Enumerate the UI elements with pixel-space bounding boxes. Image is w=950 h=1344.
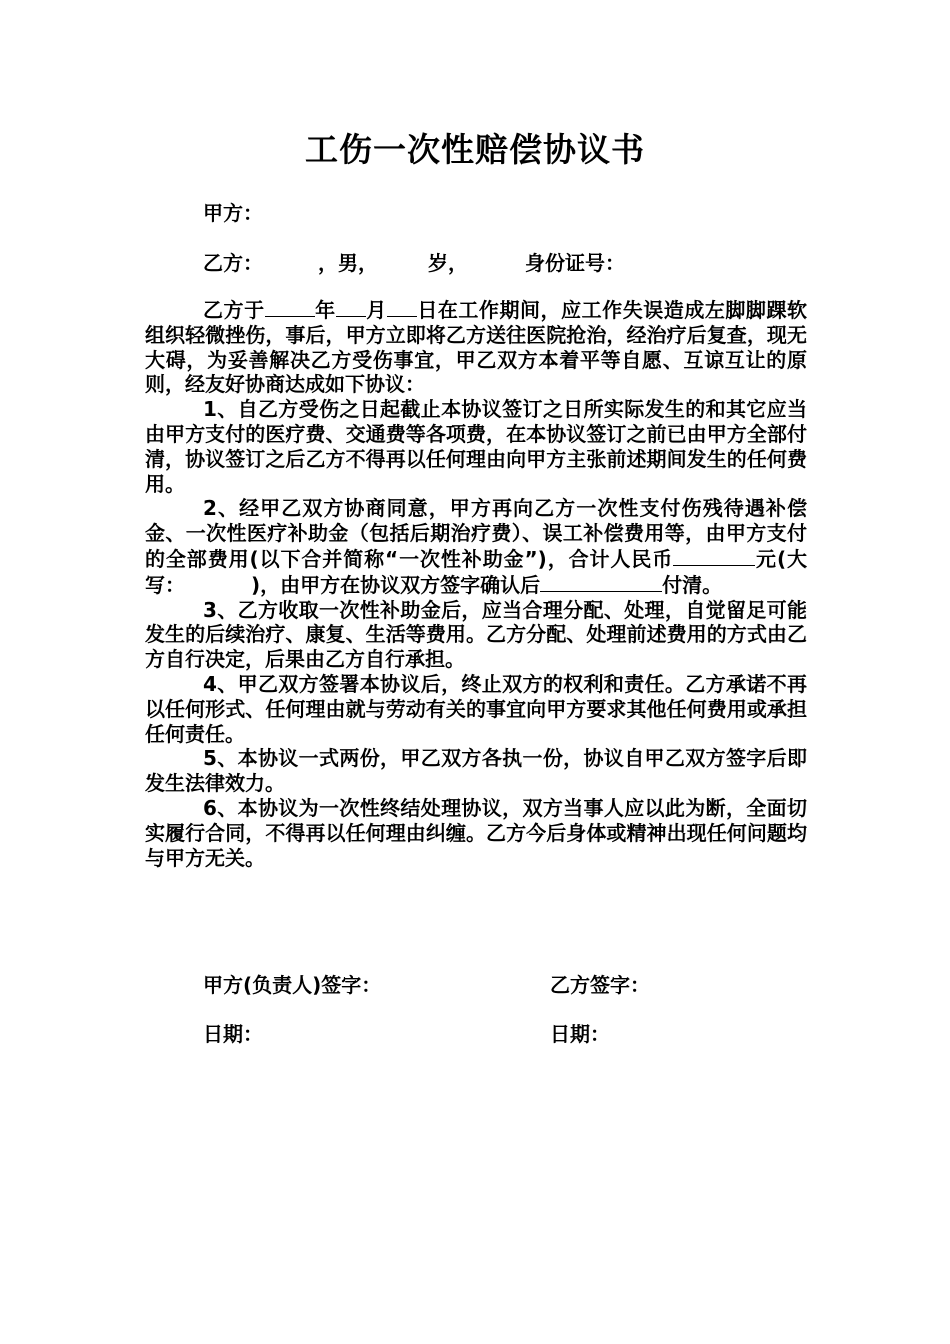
agreement-body [145, 297, 807, 870]
party-b-gender: ，男， [318, 251, 378, 275]
intro-month: 月 [365, 298, 387, 322]
party-a-label: 甲方： [203, 201, 263, 225]
party-b-date-label: 日期： [550, 1022, 610, 1046]
party-b-age: 岁， [428, 251, 468, 275]
year-blank [265, 297, 315, 317]
clause-6: 6、本协议为一次性终结处理协议，双方当事人应以此为断，全面切实履行合同，不得再以任何理由纠缠。乙方今后身体或精神出现任何问题均与甲方无关。 [145, 795, 807, 870]
intro-year: 年 [314, 298, 336, 322]
party-b-label: 乙方： [203, 251, 263, 275]
payment-blank [540, 572, 662, 592]
clause-4: 4、甲乙双方签署本协议后，终止双方的权利和责任。乙方承诺不再以任何形式、任何理由就与劳动有关的事宜向甲方要求其他任何费用或承担任何责任。 [145, 671, 807, 746]
amount-blank [673, 546, 755, 566]
party-b-id-label: 身份证号： [525, 251, 625, 275]
intro-rest: 日在工作期间，应工作失误造成左脚脚踝软组织轻微挫伤，事后，甲方立即将乙方送往医院抢治，经治疗后复查，现无大碍，为妥善解决乙方受伤事宜，甲乙双方本着平等自愿、互谅互让的原则，经友好协商达成如下协议： [145, 298, 808, 397]
document-title: 工伤一次性赔偿协议书 [305, 130, 645, 169]
intro-paragraph [145, 297, 807, 397]
month-blank [336, 297, 366, 317]
clause-3: 3、乙方收取一次性补助金后，应当合理分配、处理，自觉留足可能发生的后续治疗、康复、生活等费用。乙方分配、处理前述费用的方式由乙方自行决定，后果由乙方自行承担。 [145, 597, 807, 672]
intro-prefix: 乙方于 [203, 298, 265, 322]
party-a-signature-label: 甲方(负责人)签字： [203, 973, 382, 997]
clause-2-end: 付清。 [662, 572, 723, 597]
day-blank [387, 297, 417, 317]
party-b-signature-label: 乙方签字： [550, 973, 650, 997]
clause-2 [145, 496, 807, 597]
clause-2-yuan: 元(大写： [145, 546, 807, 597]
clause-1: 1、自乙方受伤之日起截止本协议签订之日所实际发生的和其它应当由甲方支付的医疗费、交通费等各项费，在本协议签订之前已由甲方全部付清，协议签订之后乙方不得再以任何理由向甲方主张前述期间发生的任何费用。 [145, 397, 807, 496]
clause-2-text: 2、经甲乙双方协商同意，甲方再向乙方一次性支付伤残待遇补偿金、一次性医疗补助金（包括后期治疗费）、误工补偿费用等，由甲方支付的全部费用(以下合并简称“一次性补助金”)，合计人民币 [145, 496, 807, 571]
clause-5: 5、本协议一式两份，甲乙双方各执一份，协议自甲乙双方签字后即发生法律效力。 [145, 746, 807, 796]
party-a-date-label: 日期： [203, 1022, 263, 1046]
clause-2-close: )，由甲方在协议双方签字确认后 [251, 572, 541, 597]
